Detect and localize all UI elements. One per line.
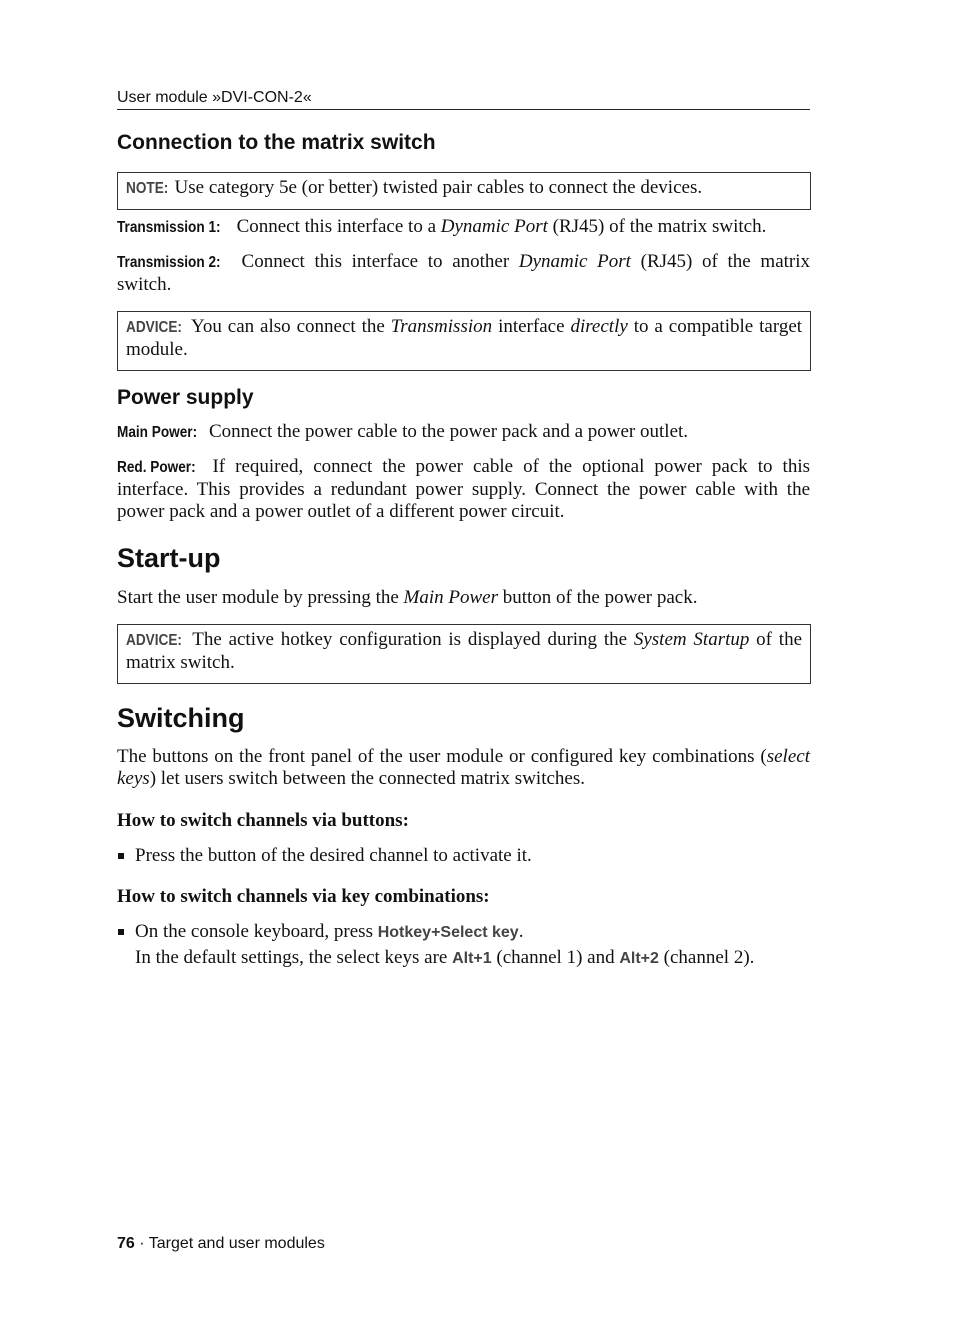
red-power-text: If required, connect the power cable of the optional power pack to this interface. This provides a redundant power supply. Connect the power cable with the power pack and a power outlet of a different power circuit. — [117, 456, 810, 522]
switching-intro-italic: select keys — [117, 746, 810, 789]
subheading-buttons: How to switch channels via buttons: — [117, 810, 409, 831]
advice-italic-directly: directly — [570, 316, 628, 337]
advice-box-startup — [117, 624, 811, 684]
section-heading-connection: Connection to the matrix switch — [117, 131, 436, 154]
paragraph-transmission-1 — [117, 216, 810, 239]
bullet-square-icon — [118, 853, 124, 859]
transmission-1-italic: Dynamic Port — [440, 216, 548, 237]
advice-box-transmission — [117, 311, 811, 371]
running-header — [117, 89, 810, 110]
chapter-heading-switching: Switching — [117, 703, 245, 733]
advice-text-interface: interface — [498, 316, 565, 337]
keys-item-text: On the console keyboard, press — [135, 921, 373, 942]
keys-item-period: . — [518, 921, 524, 942]
transmission-2-italic: Dynamic Port — [518, 251, 631, 272]
advice-italic-system-startup: System Startup — [633, 629, 750, 650]
advice-text: The active hotkey configuration is displayed during the — [192, 629, 628, 650]
transmission-1-text-end: (RJ45) of the matrix switch. — [552, 216, 767, 237]
page-number: 76 — [117, 1235, 135, 1252]
paragraph-startup — [117, 587, 810, 609]
red-power-label: Red. Power: — [117, 459, 196, 476]
transmission-2-label: Transmission 2: — [117, 254, 221, 271]
startup-italic: Main Power — [403, 587, 498, 608]
hotkey-select-key: Hotkey+Select key — [377, 924, 519, 941]
footer-text: · Target and user modules — [134, 1235, 325, 1252]
note-box — [117, 172, 811, 210]
list-item-text — [135, 947, 815, 970]
bullet-square-icon — [118, 929, 124, 935]
subheading-key-combinations: How to switch channels via key combinations: — [117, 886, 490, 907]
paragraph-main-power — [117, 421, 810, 444]
advice-italic-transmission: Transmission — [390, 316, 493, 337]
advice-label: ADVICE: — [126, 632, 182, 649]
list-item-text: Press the button of the desired channel to activate it. — [135, 845, 532, 866]
note-text: Use category 5e (or better) twisted pair cables to connect the devices. — [174, 177, 703, 198]
startup-text-end: button of the power pack. — [502, 587, 698, 608]
advice-text-end: to a compatible target module. — [126, 316, 803, 360]
key-alt-1: Alt+1 — [452, 950, 492, 967]
transmission-1-text: Connect this interface to a — [236, 216, 437, 237]
key-alt-2: Alt+2 — [619, 950, 659, 967]
note-label: NOTE: — [126, 180, 169, 197]
page-footer — [117, 1235, 325, 1253]
advice-text: You can also connect the — [191, 316, 385, 337]
keys-line2-text-mid: (channel 1) and — [496, 947, 615, 968]
advice-text-end: of the matrix switch. — [126, 629, 803, 673]
section-heading-power: Power supply — [117, 386, 254, 409]
header-title: User module »DVI-CON-2« — [117, 89, 312, 106]
advice-label: ADVICE: — [126, 319, 182, 336]
chapter-heading-startup: Start-up — [117, 543, 221, 573]
main-power-label: Main Power: — [117, 424, 198, 441]
keys-line2-text-end: (channel 2). — [663, 947, 755, 968]
transmission-2-text-end: (RJ45) of the matrix switch. — [117, 251, 811, 295]
transmission-2-text: Connect this interface to another — [241, 251, 510, 272]
paragraph-transmission-2 — [117, 251, 810, 296]
transmission-1-label: Transmission 1: — [117, 219, 221, 236]
main-power-text: Connect the power cable to the power pack and a power outlet. — [208, 421, 689, 442]
switching-intro-text: The buttons on the front panel of the user module or configured key combinations ( — [117, 746, 767, 767]
paragraph-switching-intro — [117, 746, 810, 790]
paragraph-red-power — [117, 456, 810, 523]
list-item-text — [135, 921, 815, 944]
switching-intro-text-end: ) let users switch between the connected matrix switches. — [149, 768, 585, 789]
keys-line2-text: In the default settings, the select keys are — [135, 947, 448, 968]
startup-text: Start the user module by pressing the — [117, 587, 399, 608]
